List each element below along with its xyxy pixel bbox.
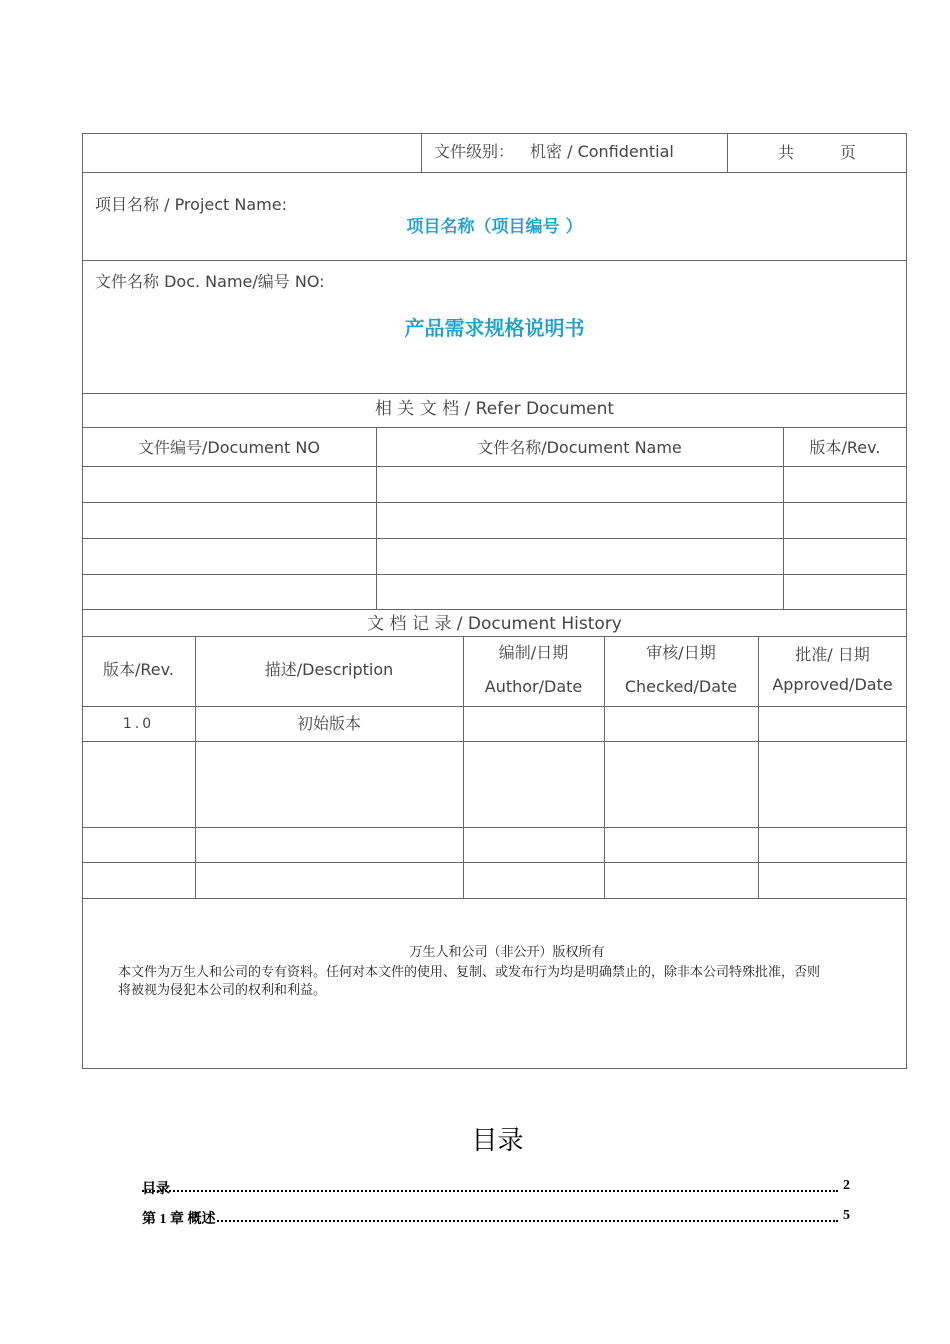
row-divider: [82, 260, 907, 261]
history-col-author-en: Author/Date: [484, 677, 583, 696]
toc-entry-label: 第 1 章 概述: [142, 1208, 217, 1228]
copyright-line-2: 将被视为侵犯本公司的权利和利益。: [118, 983, 327, 998]
row-divider: [82, 898, 907, 899]
row-divider: [82, 862, 907, 863]
toc-leader: [142, 1190, 838, 1192]
history-col-checked-en: Checked/Date: [624, 677, 738, 696]
toc-leader: [142, 1220, 838, 1222]
history-row-rev: 1.0: [122, 716, 155, 732]
history-col-author-cn: 编制/日期: [498, 643, 569, 662]
history-col-rev: 版本/Rev.: [103, 660, 174, 679]
refer-col-doc-name: 文件名称/Document Name: [477, 438, 682, 457]
level-value: 机密 / Confidential: [530, 142, 674, 161]
level-label: 文件级别：: [434, 142, 515, 161]
toc-entry-page: 2: [843, 1178, 850, 1193]
row-divider: [82, 706, 907, 707]
refer-col-doc-no: 文件编号/Document NO: [138, 438, 320, 457]
refer-section-title: 相 关 文 档 / Refer Document: [374, 399, 615, 419]
project-label: 项目名称 / Project Name:: [95, 195, 287, 214]
col-divider: [421, 133, 422, 172]
row-divider: [82, 636, 907, 637]
toc-entry[interactable]: [142, 1178, 850, 1198]
row-divider: [82, 827, 907, 828]
refer-col-rev: 版本/Rev.: [809, 438, 881, 457]
history-col-approved-cn: 批准/ 日期: [795, 645, 870, 664]
document-label: 文件名称 Doc. Name/编号 NO:: [95, 272, 325, 291]
row-divider: [82, 741, 907, 742]
history-section-title: 文 档 记 录 / Document History: [367, 614, 622, 634]
history-col-approved-en: Approved/Date: [772, 675, 893, 694]
history-col-description: 描述/Description: [264, 660, 394, 679]
copyright-line-1: 本文件为万生人和公司的专有资料。任何对本文件的使用、复制、或发布行为均是明确禁止的，除非本公司特殊批准，否则: [118, 965, 821, 980]
history-row-description: 初始版本: [296, 714, 361, 733]
toc-entry[interactable]: [142, 1208, 850, 1228]
history-col-checked-cn: 审核/日期: [646, 643, 716, 662]
toc-entry-label: 目录: [142, 1178, 171, 1198]
toc-title: 目录: [471, 1126, 524, 1156]
col-divider: [463, 636, 464, 898]
toc-entry-page: 5: [843, 1208, 850, 1223]
col-divider: [604, 636, 605, 898]
document-title: 产品需求规格说明书: [404, 316, 585, 340]
row-divider: [82, 609, 907, 610]
project-value: 项目名称（项目编号 ）: [406, 217, 583, 237]
row-divider: [82, 393, 907, 394]
col-divider: [727, 133, 728, 172]
pages-prefix: 共: [778, 143, 795, 162]
pages-suffix: 页: [840, 143, 857, 162]
row-divider: [82, 172, 907, 173]
copyright-title: 万生人和公司（非公开）版权所有: [409, 945, 605, 960]
